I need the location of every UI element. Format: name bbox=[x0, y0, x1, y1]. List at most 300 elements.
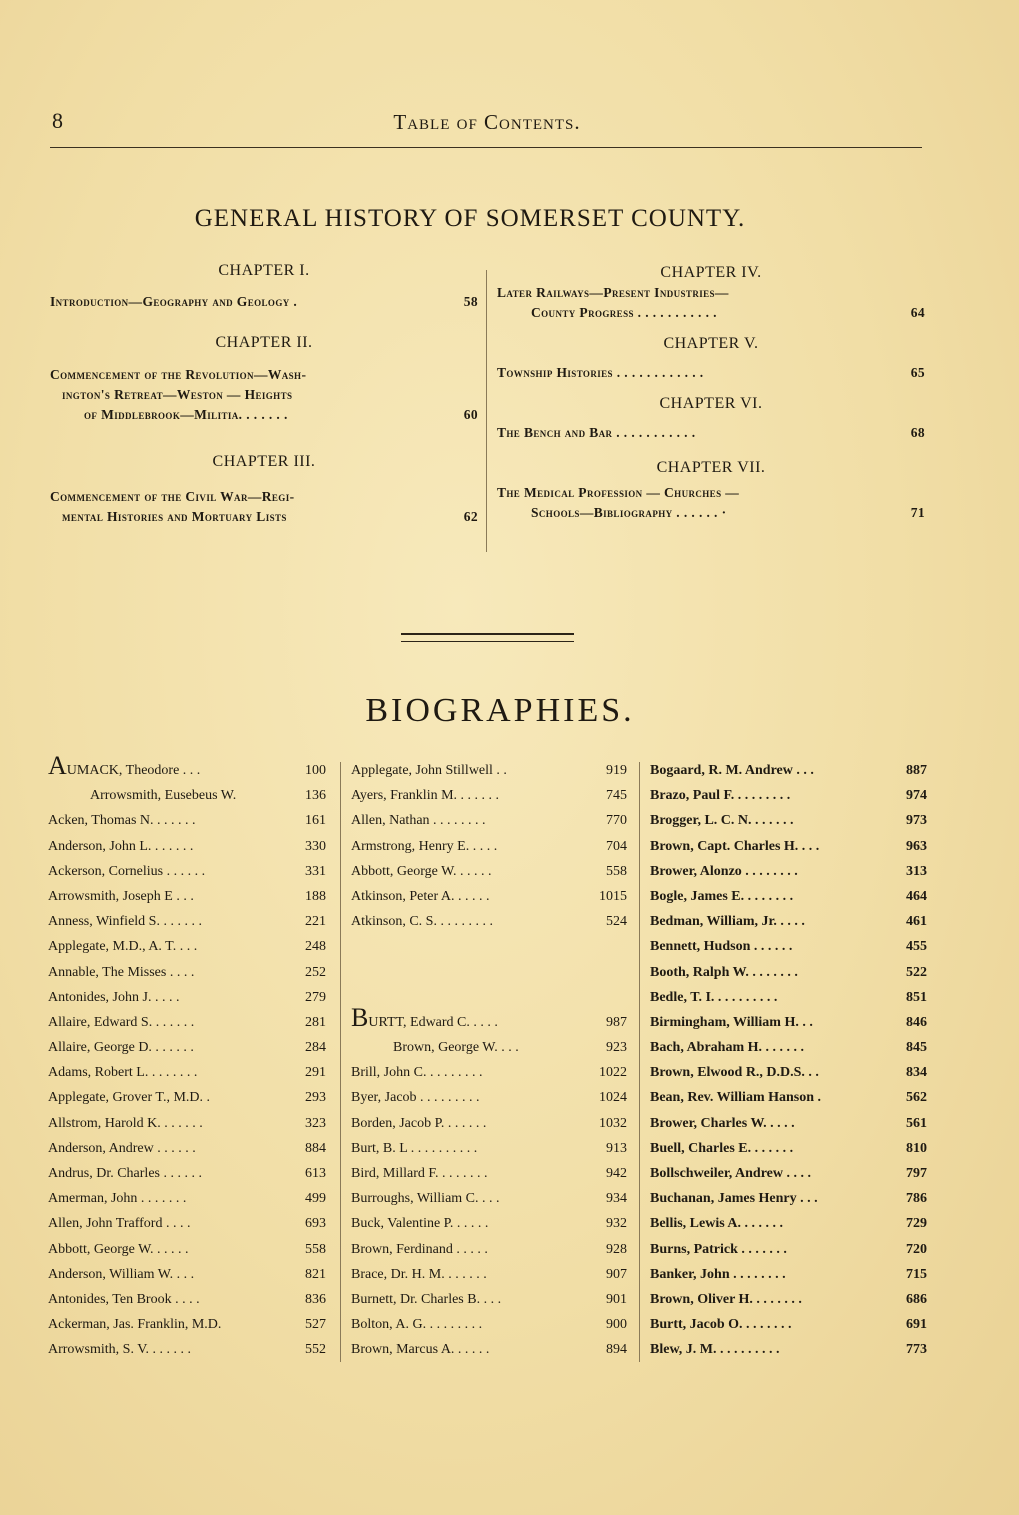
toc-left-column bbox=[50, 262, 478, 527]
biography-name bbox=[48, 1287, 200, 1312]
biography-row bbox=[650, 808, 927, 833]
biography-row bbox=[48, 783, 326, 808]
biography-name-text: Armstrong, Henry E. . . . . bbox=[351, 838, 498, 854]
biography-name bbox=[351, 909, 493, 934]
biography-name bbox=[48, 859, 205, 884]
biography-row bbox=[48, 1060, 326, 1085]
column-divider bbox=[639, 762, 640, 1362]
biography-name-text: Brower, Charles W. . . . . bbox=[650, 1115, 795, 1131]
biography-name-text: Arrowsmith, S. V. . . . . . . bbox=[48, 1342, 192, 1358]
biography-row bbox=[48, 884, 326, 909]
biography-page: 499 bbox=[305, 1191, 326, 1207]
page-number: 8 bbox=[52, 108, 63, 133]
biography-row bbox=[351, 1136, 627, 1161]
biography-name-text: Borden, Jacob P. . . . . . . bbox=[351, 1115, 487, 1131]
biography-page: 331 bbox=[305, 863, 326, 879]
biography-page: 894 bbox=[606, 1342, 627, 1358]
biography-name bbox=[351, 1060, 482, 1085]
biography-page: 836 bbox=[305, 1291, 326, 1307]
biography-name-text: Brace, Dr. H. M. . . . . . . bbox=[351, 1266, 487, 1282]
biography-row bbox=[650, 1035, 927, 1060]
biography-name bbox=[650, 1337, 780, 1362]
biography-row bbox=[650, 1111, 927, 1136]
toc-entry-page: 58 bbox=[463, 294, 478, 309]
toc-entry-text: Schools—Bibliography . . . . . . · bbox=[531, 505, 727, 520]
biography-name-text: Abbott, George W. . . . . . bbox=[351, 863, 492, 879]
biography-row bbox=[351, 985, 627, 1010]
biography-name bbox=[351, 1262, 487, 1287]
biography-page: 464 bbox=[906, 888, 927, 904]
biography-name bbox=[650, 1136, 793, 1161]
biography-name-text: Ackerson, Cornelius . . . . . . bbox=[48, 863, 206, 879]
biography-name-text: Banker, John . . . . . . . . bbox=[650, 1266, 786, 1282]
biography-row bbox=[351, 884, 627, 909]
biography-name bbox=[351, 1237, 488, 1262]
biography-row bbox=[48, 751, 326, 783]
biography-page: 987 bbox=[606, 1014, 627, 1030]
biography-name bbox=[650, 1035, 804, 1060]
biography-page: 1032 bbox=[599, 1115, 627, 1131]
biography-name-text: Applegate, M.D., A. T. . . . bbox=[48, 939, 198, 955]
biography-page: 100 bbox=[305, 763, 326, 778]
drop-cap: B bbox=[351, 1002, 369, 1032]
biography-row bbox=[351, 934, 627, 959]
biography-name-text: Anderson, William W. . . . bbox=[48, 1266, 195, 1282]
biography-name bbox=[650, 1312, 792, 1337]
biography-row bbox=[48, 1337, 326, 1362]
biography-page: 461 bbox=[906, 914, 927, 930]
biography-page: 973 bbox=[906, 813, 927, 829]
biography-name bbox=[650, 909, 805, 934]
biography-name bbox=[48, 834, 193, 859]
biography-page: 704 bbox=[606, 838, 627, 854]
biography-name-text: Brown, George W. . . . bbox=[393, 1040, 519, 1056]
biography-page: 845 bbox=[906, 1040, 927, 1056]
biography-page: 248 bbox=[305, 939, 326, 955]
biography-row bbox=[650, 934, 927, 959]
biography-row bbox=[650, 783, 927, 808]
biography-name bbox=[650, 884, 793, 909]
biography-name-text: Brown, Oliver H. . . . . . . . bbox=[650, 1291, 802, 1307]
biography-page: 527 bbox=[305, 1317, 326, 1333]
biography-page: 834 bbox=[906, 1065, 927, 1081]
biography-page: 786 bbox=[906, 1191, 927, 1207]
biography-name-text: Amerman, John . . . . . . . bbox=[48, 1191, 187, 1207]
biography-row bbox=[351, 1262, 627, 1287]
biography-name bbox=[48, 1136, 196, 1161]
biography-name-text: Bellis, Lewis A. . . . . . . bbox=[650, 1216, 784, 1232]
biography-page: 974 bbox=[906, 788, 927, 804]
biography-name bbox=[393, 1035, 519, 1060]
biography-name-text: Anderson, Andrew . . . . . . bbox=[48, 1140, 196, 1156]
biography-name bbox=[351, 1111, 486, 1136]
biography-column-1 bbox=[48, 751, 326, 1363]
biography-name bbox=[650, 1186, 818, 1211]
biography-page: 1015 bbox=[599, 888, 627, 904]
running-header bbox=[52, 108, 922, 138]
biography-page: 161 bbox=[305, 813, 326, 829]
biography-row bbox=[650, 1060, 927, 1085]
biography-name-text: Brazo, Paul F. . . . . . . . . bbox=[650, 788, 791, 804]
toc-entry bbox=[497, 283, 925, 323]
biography-column-3 bbox=[650, 758, 927, 1363]
chapter-heading: CHAPTER IV. bbox=[660, 264, 762, 281]
biography-column-2 bbox=[351, 758, 627, 1363]
biography-name-text: Bogaard, R. M. Andrew . . . bbox=[650, 763, 814, 778]
biography-name-text: Acken, Thomas N. . . . . . . bbox=[48, 813, 196, 829]
biography-row bbox=[48, 1262, 326, 1287]
biography-name bbox=[48, 1211, 190, 1236]
biography-name-text: Brown, Elwood R., D.D.S. . . bbox=[650, 1065, 819, 1081]
biography-name-text: Buell, Charles E. . . . . . . bbox=[650, 1140, 794, 1156]
biography-page: 1024 bbox=[599, 1090, 627, 1106]
biography-page: 524 bbox=[606, 914, 627, 930]
biography-name bbox=[48, 884, 194, 909]
biography-name bbox=[48, 1010, 194, 1035]
biography-name bbox=[351, 1161, 488, 1186]
biography-name bbox=[48, 1161, 202, 1186]
biography-row bbox=[650, 758, 927, 783]
biography-page: 291 bbox=[305, 1065, 326, 1081]
biography-row bbox=[351, 1287, 627, 1312]
column-divider bbox=[340, 762, 341, 1362]
biography-name-text: Allaire, George D. . . . . . . bbox=[48, 1040, 194, 1056]
biography-row bbox=[351, 1312, 627, 1337]
biography-page: 773 bbox=[906, 1342, 927, 1358]
toc-entry-text: Later Railways—Present Industries— bbox=[497, 285, 729, 300]
biography-name bbox=[650, 758, 814, 783]
biography-name-text: Allaire, Edward S. . . . . . . bbox=[48, 1014, 195, 1030]
toc-entry-text: ington's Retreat—Weston — Heights bbox=[62, 387, 293, 402]
toc-entry bbox=[50, 292, 478, 312]
toc-entry bbox=[50, 487, 478, 527]
biography-name bbox=[650, 1010, 813, 1035]
biography-row bbox=[351, 808, 627, 833]
biography-page: 323 bbox=[305, 1115, 326, 1131]
biography-row bbox=[351, 1161, 627, 1186]
biography-page: 455 bbox=[906, 939, 927, 955]
biography-name-text: Burtt, Jacob O. . . . . . . . bbox=[650, 1317, 792, 1333]
biography-name-text: Buchanan, James Henry . . . bbox=[650, 1191, 818, 1207]
biography-row bbox=[48, 808, 326, 833]
biography-name-text: Burroughs, William C. . . . bbox=[351, 1191, 500, 1207]
biography-name-text: UMACK, Theodore . . . bbox=[66, 763, 201, 778]
biography-name bbox=[650, 960, 798, 985]
biography-name-text: Bird, Millard F. . . . . . . . bbox=[351, 1166, 488, 1181]
chapter-heading: CHAPTER II. bbox=[215, 334, 313, 351]
biography-row bbox=[650, 1337, 927, 1362]
biography-name-text: Atkinson, C. S. . . . . . . . . bbox=[351, 914, 493, 930]
biography-page: 821 bbox=[305, 1266, 326, 1282]
biography-name-text: Booth, Ralph W. . . . . . . . bbox=[650, 964, 798, 980]
biography-name bbox=[351, 1136, 477, 1161]
biography-row bbox=[650, 1211, 927, 1236]
biography-row bbox=[48, 1211, 326, 1236]
biography-row bbox=[48, 859, 326, 884]
biography-row bbox=[650, 985, 927, 1010]
biography-row bbox=[351, 1211, 627, 1236]
biography-row bbox=[48, 1186, 326, 1211]
biography-name-text: Blew, J. M. . . . . . . . . . bbox=[650, 1342, 780, 1358]
biography-name bbox=[650, 834, 819, 859]
biography-name bbox=[48, 751, 201, 783]
biography-name bbox=[351, 1002, 498, 1035]
biography-name bbox=[48, 1237, 189, 1262]
biography-row bbox=[351, 1237, 627, 1262]
biography-name-text: Brown, Marcus A. . . . . . bbox=[351, 1342, 490, 1358]
biography-name bbox=[650, 1287, 802, 1312]
biography-row bbox=[48, 934, 326, 959]
biography-row bbox=[650, 909, 927, 934]
biography-row bbox=[351, 1337, 627, 1362]
toc-entry-text: County Progress . . . . . . . . . . . bbox=[531, 305, 717, 320]
toc-entry-text: Township Histories . . . . . . . . . . . . bbox=[497, 365, 704, 380]
biography-row bbox=[650, 1262, 927, 1287]
biography-row bbox=[351, 783, 627, 808]
biography-name bbox=[351, 884, 489, 909]
chapter-heading: CHAPTER VII. bbox=[656, 459, 766, 476]
toc-entry-text: mental Histories and Mortuary Lists bbox=[62, 509, 287, 524]
biography-row bbox=[351, 1002, 627, 1035]
biography-name-text: Burnett, Dr. Charles B. . . . bbox=[351, 1291, 502, 1307]
toc-entry-text: Commencement of the Revolution—Wash- bbox=[50, 367, 307, 382]
running-title: Table of Contents. bbox=[393, 110, 581, 134]
biography-name bbox=[650, 783, 790, 808]
biography-name-text: Allen, John Trafford . . . . bbox=[48, 1216, 191, 1232]
biography-name bbox=[351, 1312, 482, 1337]
biography-page: 558 bbox=[305, 1241, 326, 1257]
biography-row bbox=[351, 1035, 627, 1060]
biography-page: 797 bbox=[906, 1166, 927, 1181]
chapter-heading: CHAPTER VI. bbox=[659, 395, 763, 412]
toc-entry bbox=[497, 363, 925, 383]
biography-page: 281 bbox=[305, 1014, 326, 1030]
biography-page: 851 bbox=[906, 989, 927, 1005]
biography-name-text: Atkinson, Peter A. . . . . . bbox=[351, 888, 490, 904]
biography-row bbox=[351, 960, 627, 985]
toc-entry-text: of Middlebrook—Militia. . . . . . . bbox=[84, 407, 288, 422]
biography-name bbox=[650, 808, 794, 833]
biography-name bbox=[650, 1237, 787, 1262]
biography-page: 561 bbox=[906, 1115, 927, 1131]
biography-name-text: Birmingham, William H. . . bbox=[650, 1014, 813, 1030]
biography-row bbox=[351, 834, 627, 859]
biography-name bbox=[650, 985, 777, 1010]
biography-name bbox=[650, 1211, 783, 1236]
biography-row bbox=[48, 1035, 326, 1060]
biography-name-text: Brown, Capt. Charles H. . . . bbox=[650, 838, 820, 854]
biography-name-text: Arrowsmith, Joseph E . . . bbox=[48, 888, 194, 904]
biography-page: 279 bbox=[305, 989, 326, 1005]
biography-row bbox=[650, 1161, 927, 1186]
biography-name-text: Bollschweiler, Andrew . . . . bbox=[650, 1166, 812, 1181]
biography-name bbox=[90, 783, 236, 808]
biography-page: 913 bbox=[606, 1140, 627, 1156]
biography-name-text: Antonides, John J. . . . . bbox=[48, 989, 180, 1005]
biography-page: 522 bbox=[906, 964, 927, 980]
biography-row bbox=[650, 884, 927, 909]
toc-entry-page: 65 bbox=[910, 365, 925, 380]
biography-page: 284 bbox=[305, 1040, 326, 1056]
toc-entry-page: 64 bbox=[910, 305, 925, 320]
biography-page: 221 bbox=[305, 914, 326, 930]
biography-page: 928 bbox=[606, 1241, 627, 1257]
biography-name-text: Bach, Abraham H. . . . . . . bbox=[650, 1040, 805, 1056]
biography-page: 934 bbox=[606, 1191, 627, 1207]
biography-page: 330 bbox=[305, 838, 326, 854]
biography-name-text: Bean, Rev. William Hanson . bbox=[650, 1090, 822, 1106]
toc-right-column bbox=[497, 262, 925, 523]
biography-name bbox=[351, 859, 492, 884]
biography-page: 907 bbox=[606, 1266, 627, 1282]
toc-entry bbox=[497, 483, 925, 523]
biography-name-text: Adams, Robert L. . . . . . . . bbox=[48, 1065, 198, 1081]
biography-row bbox=[650, 1287, 927, 1312]
biography-name bbox=[48, 1035, 194, 1060]
biography-name-text: Buck, Valentine P. . . . . . bbox=[351, 1216, 489, 1232]
biography-name-text: Abbott, George W. . . . . . bbox=[48, 1241, 189, 1257]
biography-row bbox=[48, 1136, 326, 1161]
biography-name bbox=[351, 1287, 501, 1312]
biography-name-text: Bedle, T. I. . . . . . . . . . bbox=[650, 989, 778, 1005]
biography-name-text: Brower, Alonzo . . . . . . . . bbox=[650, 863, 798, 879]
drop-cap: A bbox=[48, 751, 67, 780]
biography-name-text: Brown, Ferdinand . . . . . bbox=[351, 1241, 488, 1257]
biography-name bbox=[650, 934, 792, 959]
chapter-heading: CHAPTER V. bbox=[663, 335, 759, 352]
biography-row bbox=[48, 1161, 326, 1186]
biography-row bbox=[351, 1111, 627, 1136]
biography-page: 923 bbox=[606, 1040, 627, 1056]
biography-name bbox=[351, 834, 497, 859]
biography-page: 729 bbox=[906, 1216, 927, 1232]
biography-name-text: URTT, Edward C. . . . . bbox=[368, 1014, 498, 1030]
biography-name-text: Brogger, L. C. N. . . . . . . bbox=[650, 813, 794, 829]
biography-name bbox=[48, 1262, 194, 1287]
toc-entry bbox=[50, 365, 478, 425]
biography-row bbox=[351, 1060, 627, 1085]
header-rule bbox=[50, 147, 922, 148]
biography-name-text: Annable, The Misses . . . . bbox=[48, 964, 195, 980]
biography-page: 313 bbox=[906, 863, 927, 879]
biography-row bbox=[48, 1287, 326, 1312]
chapter-heading: CHAPTER III. bbox=[212, 453, 316, 470]
biography-page: 942 bbox=[606, 1166, 627, 1181]
biography-page: 293 bbox=[305, 1090, 326, 1106]
biography-name-text: Antonides, Ten Brook . . . . bbox=[48, 1291, 200, 1307]
toc-entry bbox=[497, 423, 925, 443]
biography-name-text: Bogle, James E. . . . . . . . bbox=[650, 888, 794, 904]
biography-name-text: Applegate, Grover T., M.D. . bbox=[48, 1090, 210, 1106]
biography-page: 136 bbox=[305, 788, 326, 804]
biography-page: 745 bbox=[606, 788, 627, 804]
biography-row bbox=[48, 1085, 326, 1110]
biography-name bbox=[650, 1262, 786, 1287]
biography-page: 715 bbox=[906, 1266, 927, 1282]
biography-page: 919 bbox=[606, 763, 627, 778]
biography-row bbox=[48, 1010, 326, 1035]
biography-page: 720 bbox=[906, 1241, 927, 1257]
biography-page: 810 bbox=[906, 1140, 927, 1156]
biography-name bbox=[351, 783, 499, 808]
toc-entry-text: The Medical Profession — Churches — bbox=[497, 485, 740, 500]
biography-row bbox=[48, 985, 326, 1010]
biography-name-text: Anness, Winfield S. . . . . . . bbox=[48, 914, 202, 930]
biography-name bbox=[48, 1085, 210, 1110]
biography-name-text: Burns, Patrick . . . . . . . bbox=[650, 1241, 787, 1257]
biography-name bbox=[48, 1060, 197, 1085]
biography-row bbox=[351, 859, 627, 884]
biography-name bbox=[351, 1085, 480, 1110]
biography-row bbox=[48, 960, 326, 985]
biography-page: 562 bbox=[906, 1090, 927, 1106]
biography-name-text: Andrus, Dr. Charles . . . . . . bbox=[48, 1166, 202, 1181]
biography-row bbox=[650, 960, 927, 985]
biography-name-text: Bennett, Hudson . . . . . . bbox=[650, 939, 793, 955]
biography-name bbox=[48, 808, 196, 833]
biography-row bbox=[48, 1237, 326, 1262]
biography-row bbox=[650, 1136, 927, 1161]
toc-entry-page: 68 bbox=[910, 425, 925, 440]
biography-row bbox=[650, 1085, 927, 1110]
biography-row bbox=[351, 758, 627, 783]
biography-page: 901 bbox=[606, 1291, 627, 1307]
biography-page: 691 bbox=[906, 1317, 927, 1333]
biography-page: 188 bbox=[305, 888, 326, 904]
biography-name bbox=[351, 1211, 488, 1236]
biography-name bbox=[351, 808, 486, 833]
biography-row bbox=[650, 834, 927, 859]
biography-name bbox=[650, 1060, 819, 1085]
biography-name bbox=[48, 1186, 186, 1211]
biography-name-text: Burt, B. L . . . . . . . . . . bbox=[351, 1140, 478, 1156]
biography-page: 693 bbox=[305, 1216, 326, 1232]
biography-page: 887 bbox=[906, 763, 927, 778]
biography-page: 900 bbox=[606, 1317, 627, 1333]
biography-name-text: Allstrom, Harold K. . . . . . . bbox=[48, 1115, 203, 1131]
biography-page: 884 bbox=[305, 1140, 326, 1156]
toc-entry-page: 60 bbox=[463, 407, 478, 422]
toc-entry-page: 62 bbox=[463, 509, 478, 524]
biography-page: 686 bbox=[906, 1291, 927, 1307]
biography-name-text: Arrowsmith, Eusebeus W. bbox=[90, 788, 237, 804]
biography-name bbox=[351, 1337, 489, 1362]
biography-name bbox=[48, 909, 202, 934]
biography-row bbox=[48, 1312, 326, 1337]
biography-row bbox=[48, 909, 326, 934]
biography-row bbox=[351, 1085, 627, 1110]
biography-page: 770 bbox=[606, 813, 627, 829]
biography-name bbox=[650, 1085, 821, 1110]
biography-name bbox=[650, 1111, 795, 1136]
biography-name bbox=[48, 960, 194, 985]
chapter-heading: CHAPTER I. bbox=[218, 262, 310, 279]
section-double-rule bbox=[401, 633, 574, 642]
biography-row bbox=[650, 1186, 927, 1211]
biography-name bbox=[48, 1111, 203, 1136]
biography-name bbox=[650, 859, 798, 884]
biography-row bbox=[650, 1312, 927, 1337]
biography-row bbox=[351, 909, 627, 934]
biography-name bbox=[48, 1337, 191, 1362]
biographies-title: BIOGRAPHIES. bbox=[365, 692, 635, 729]
biography-page: 613 bbox=[305, 1166, 326, 1181]
biography-row bbox=[650, 859, 927, 884]
biography-row bbox=[351, 1186, 627, 1211]
toc-entry-page: 71 bbox=[910, 505, 925, 520]
toc-divider bbox=[486, 270, 487, 552]
biography-page: 552 bbox=[305, 1342, 326, 1358]
